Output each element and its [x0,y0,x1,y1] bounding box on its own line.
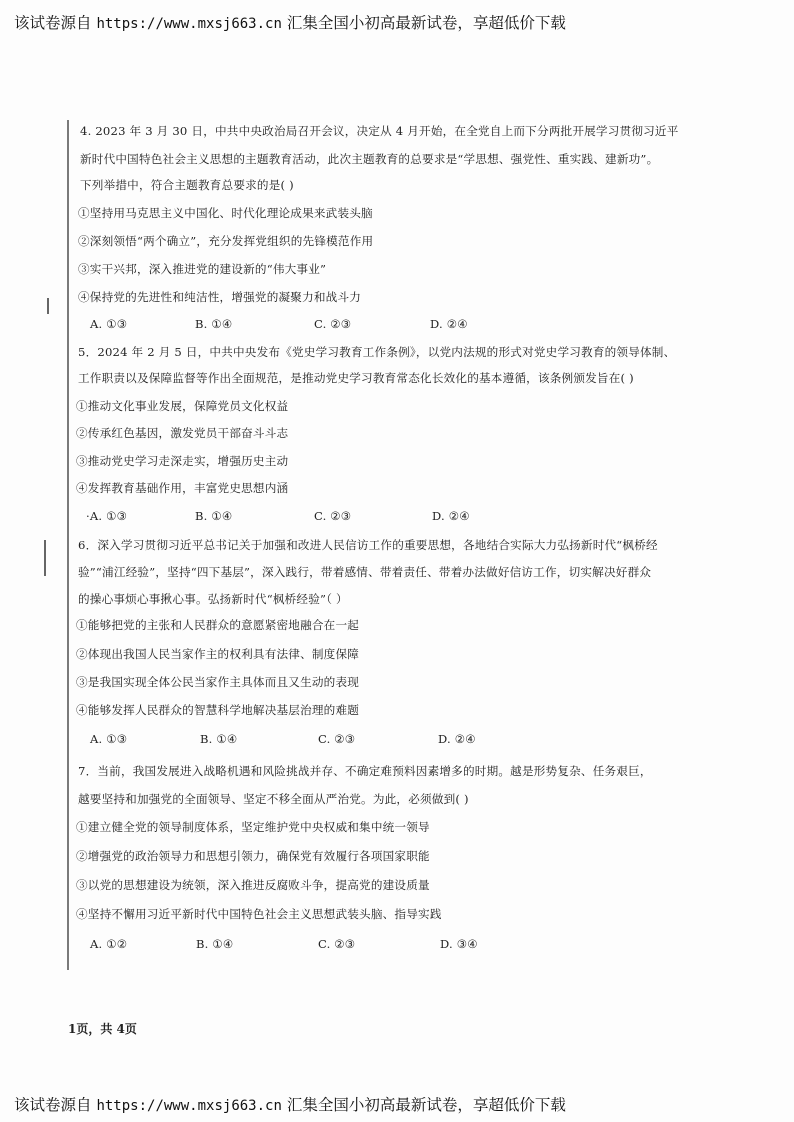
question-6-statement: ②体现出我国人民当家作主的权利具有法律、制度保障 [76,647,360,661]
question-5-choice-d[interactable]: D. ②④ [432,509,470,523]
edge-mark [47,298,49,314]
question-5-statement: ③推动党史学习走深走实，增强历史主动 [76,454,289,468]
question-6-line: 验”“浦江经验”，坚持“四下基层”，深入践行，带着感情、带着责任、带着办法做好信访工作，切实解决好群众 [78,565,652,579]
banner-prefix: 该试卷源自 [14,1096,92,1114]
question-7-statement: ③以党的思想建设为统领，深入推进反腐败斗争，提高党的建设质量 [76,878,430,892]
question-7-line: 7．当前，我国发展进入战略机遇和风险挑战并存、不确定难预料因素增多的时期。越是形势复杂、任务艰巨， [78,764,652,778]
question-6-choice-a[interactable]: A. ①③ [90,732,128,746]
question-6-line: 的操心事烦心事揪心事。弘扬新时代“枫桥经验”（ ） [78,592,348,606]
question-4-choice-b[interactable]: B. ①④ [195,317,233,331]
banner-url[interactable]: https://www.mxsj663.cn [96,16,282,32]
question-5-choice-b[interactable]: B. ①④ [195,509,233,523]
banner-url[interactable]: https://www.mxsj663.cn [96,1098,282,1114]
question-4-statement: ②深刻领悟“两个确立”，充分发挥党组织的先锋模范作用 [78,234,374,248]
question-7-choice-b[interactable]: B. ①④ [196,937,234,951]
question-6-choice-b[interactable]: B. ①④ [200,732,238,746]
question-5-line: 5．2024 年 2 月 5 日，中共中央发布《党史学习教育工作条例》，以党内法规的形式对党史学习教育的领导体制、 [78,345,676,359]
question-6-choice-d[interactable]: D. ②④ [438,732,476,746]
question-6-statement: ③是我国实现全体公民当家作主具体而且又生动的表现 [76,675,360,689]
question-5-line: 工作职责以及保障监督等作出全面规范，是推动党史学习教育常态化长效化的基本遵循，该条例颁发旨在( ) [78,371,634,385]
question-4-line: 新时代中国特色社会主义思想的主题教育活动，此次主题教育的总要求是“学思想、强党性、重实践、建新功”。 [80,152,659,166]
question-4-statement: ④保持党的先进性和纯洁性，增强党的凝聚力和战斗力 [78,290,362,304]
question-5-statement: ①推动文化事业发展，保障党员文化权益 [76,399,289,413]
margin-line [67,120,69,970]
question-7-statement: ①建立健全党的领导制度体系，坚定维护党中央权威和集中统一领导 [76,820,430,834]
question-4-line: 4. 2023 年 3 月 30 日，中共中央政治局召开会议，决定从 4 月开始，在全党自上而下分两批开展学习贯彻习近平 [80,124,679,138]
question-6-statement: ④能够发挥人民群众的智慧科学地解决基层治理的难题 [76,703,360,717]
question-6-statement: ①能够把党的主张和人民群众的意愿紧密地融合在一起 [76,618,360,632]
question-7-statement: ④坚持不懈用习近平新时代中国特色社会主义思想武装头脑、指导实践 [76,907,442,921]
question-7-choice-d[interactable]: D. ③④ [440,937,478,951]
source-banner-top [14,11,566,33]
question-5-statement: ④发挥教育基础作用，丰富党史思想内涵 [76,481,289,495]
question-4-choice-a[interactable]: A. ①③ [90,317,128,331]
source-banner-bottom [14,1093,566,1115]
question-5-choice-a[interactable]: ·A. ①③ [86,509,128,523]
page-number: 1页，共 4页 [68,1022,137,1036]
question-7-choice-c[interactable]: C. ②③ [318,937,356,951]
question-6-line: 6．深入学习贯彻习近平总书记关于加强和改进人民信访工作的重要思想，各地结合实际大力弘扬新时代“枫桥经 [78,538,658,552]
question-4-statement: ①坚持用马克思主义中国化、时代化理论成果来武装头脑 [78,206,373,220]
banner-prefix: 该试卷源自 [14,14,92,32]
question-4-choice-c[interactable]: C. ②③ [314,317,352,331]
question-6-choice-c[interactable]: C. ②③ [318,732,356,746]
question-5-statement: ②传承红色基因，激发党员干部奋斗斗志 [76,426,289,440]
question-4-statement: ③实干兴邦，深入推进党的建设新的“伟大事业” [78,262,327,276]
question-4-line: 下列举措中，符合主题教育总要求的是( ) [80,178,294,192]
banner-suffix: 汇集全国小初高最新试卷，享超低价下载 [286,14,566,32]
question-7-line: 越要坚持和加强党的全面领导、坚定不移全面从严治党。为此，必须做到( ) [78,792,469,806]
question-7-statement: ②增强党的政治领导力和思想引领力，确保党有效履行各项国家职能 [76,849,430,863]
question-5-choice-c[interactable]: C. ②③ [314,509,352,523]
question-7-choice-a[interactable]: A. ①② [90,937,128,951]
edge-mark [44,540,46,576]
banner-suffix: 汇集全国小初高最新试卷，享超低价下载 [286,1096,566,1114]
question-4-choice-d[interactable]: D. ②④ [430,317,468,331]
